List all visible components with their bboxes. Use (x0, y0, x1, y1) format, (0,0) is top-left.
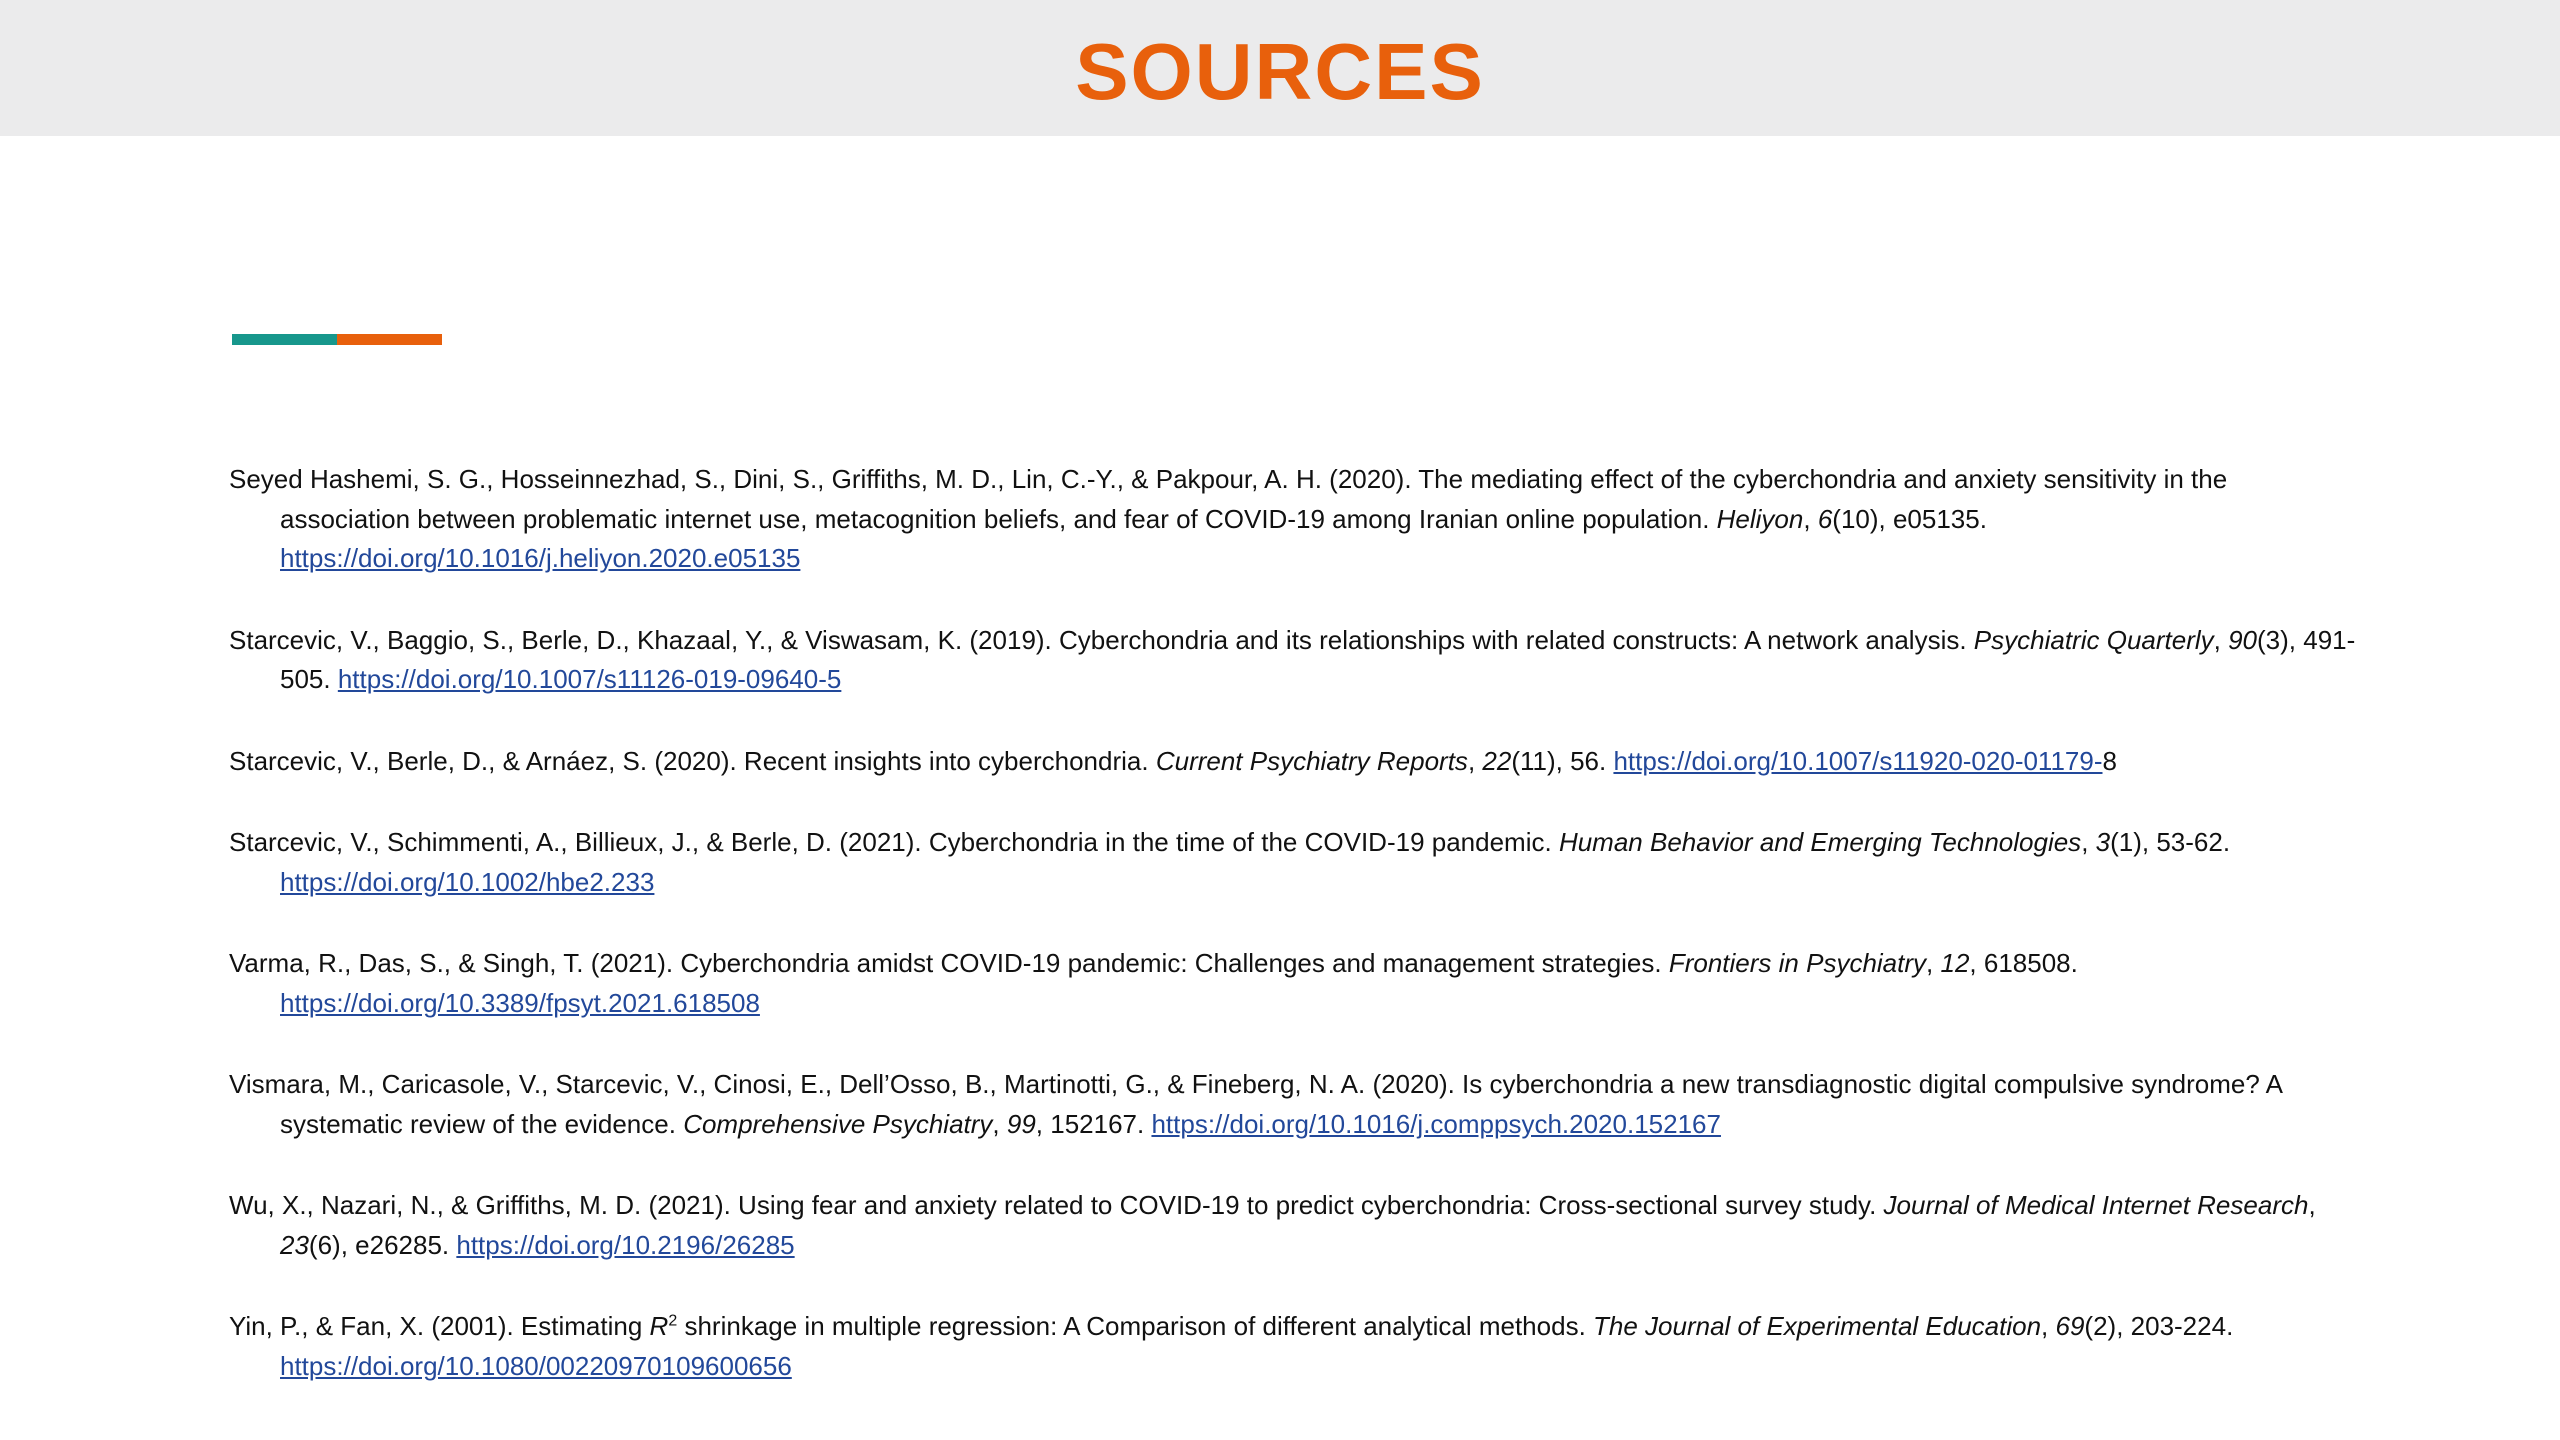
reference-item (229, 1065, 2359, 1144)
reference-issue-pages: , 618508. (1969, 948, 2078, 978)
doi-link[interactable]: https://doi.org/10.1080/00220970109600656 (280, 1350, 792, 1381)
reference-volume: 99 (1006, 1108, 1036, 1139)
reference-volume: 22 (1482, 745, 1512, 776)
doi-link[interactable]: https://doi.org/10.3389/fpsyt.2021.618508 (280, 987, 760, 1018)
reference-item (229, 460, 2359, 579)
reference-issue-pages: (1), 53-62. (2110, 827, 2231, 857)
reference-journal: Psychiatric Quarterly (1973, 624, 2214, 655)
doi-link[interactable]: https://doi.org/10.1002/hbe2.233 (280, 866, 655, 897)
reference-text: Wu, X., Nazari, N., & Griffiths, M. D. (2021). Using fear and anxiety related to COVID-19 to predict cyberchondria: Cross-sectional survey study. (229, 1190, 1884, 1220)
reference-punct: , (2308, 1190, 2316, 1220)
doi-link[interactable]: https://doi.org/10.1007/s11126-019-09640-5 (337, 664, 842, 694)
accent-bar-teal (232, 334, 337, 345)
reference-issue-pages: (2), 203-224. (2084, 1311, 2234, 1341)
reference-volume: 23 (280, 1229, 309, 1260)
reference-punct: , (992, 1108, 1007, 1139)
reference-journal: Comprehensive Psychiatry (683, 1108, 993, 1139)
reference-text: Seyed Hashemi, S. G., Hosseinnezhad, S., Dini, S., Griffiths, M. D., Lin, C.-Y., & Pakpour, A. H. (2020). The mediating effect of the cyberchondria and anxiety sensitivity in the association between problematic internet use, metacognition beliefs, and fear of COVID-19 among Iranian online population. (229, 464, 2228, 534)
reference-issue-pages: (3), 491-505. (280, 624, 2356, 694)
reference-punct: , (1803, 503, 1818, 534)
reference-volume: 6 (1817, 503, 1833, 534)
reference-journal: Journal of Medical Internet Research (1883, 1190, 2309, 1220)
reference-superscript: 2 (668, 1312, 678, 1330)
doi-link[interactable]: https://doi.org/10.1016/j.comppsych.2020.152167 (1151, 1108, 1721, 1139)
reference-punct: , (2041, 1311, 2056, 1341)
doi-link[interactable]: https://doi.org/10.1007/s11920-020-01179- (1613, 745, 2103, 776)
reference-item (229, 1186, 2359, 1265)
reference-volume: 3 (2095, 827, 2111, 857)
reference-volume: 69 (2055, 1311, 2085, 1341)
accent-bar (232, 334, 442, 345)
reference-item (229, 944, 2359, 1023)
doi-link[interactable]: https://doi.org/10.1016/j.heliyon.2020.e05135 (280, 543, 801, 573)
page-title: SOURCES (1075, 27, 1485, 116)
reference-punct: , (2213, 624, 2229, 655)
reference-punct: , (1467, 745, 1483, 776)
reference-journal: Current Psychiatry Reports (1155, 745, 1468, 776)
reference-journal: Human Behavior and Emerging Technologies (1558, 827, 2082, 857)
reference-volume: 12 (1940, 948, 1970, 978)
reference-text: Varma, R., Das, S., & Singh, T. (2021). Cyberchondria amidst COVID-19 pandemic: Challenges and management strategies. (229, 948, 1669, 978)
reference-variable: R (649, 1311, 669, 1341)
reference-issue-pages: (11), 56. (1511, 745, 1614, 776)
header-band (0, 0, 2560, 136)
reference-journal: Frontiers in Psychiatry (1668, 948, 1927, 978)
reference-text: Yin, P., & Fan, X. (2001). Estimating (229, 1311, 650, 1341)
reference-punct: , (2081, 827, 2096, 857)
reference-item (229, 1307, 2359, 1386)
doi-link[interactable]: https://doi.org/10.2196/26285 (456, 1229, 795, 1260)
reference-issue-pages: (6), e26285. (308, 1229, 457, 1260)
reference-issue-pages: , 152167. (1035, 1108, 1152, 1139)
reference-text: Vismara, M., Caricasole, V., Starcevic, V., Cinosi, E., Dell’Osso, B., Martinotti, G., & Fineberg, N. A. (2020). Is cyberchondria a new transdiagnostic digital compulsive syndrome? A systematic review of the evidence. (229, 1069, 2282, 1139)
reference-text: Starcevic, V., Berle, D., & Arnáez, S. (2020). Recent insights into cyberchondria. (229, 745, 1156, 776)
reference-issue-pages: (10), e05135. (1832, 503, 1987, 534)
reference-list (229, 460, 2359, 1428)
reference-item (229, 621, 2359, 700)
reference-volume: 90 (2228, 624, 2258, 655)
reference-punct: , (1926, 948, 1941, 978)
reference-journal: Heliyon (1716, 503, 1804, 534)
reference-text: Starcevic, V., Baggio, S., Berle, D., Khazaal, Y., & Viswasam, K. (2019). Cyberchondria and its relationships with related constructs: A network analysis. (229, 624, 1974, 655)
reference-text: Starcevic, V., Schimmenti, A., Billieux, J., & Berle, D. (2021). Cyberchondria in the time of the COVID-19 pandemic. (229, 827, 1559, 857)
reference-journal: The Journal of Experimental Education (1593, 1311, 2042, 1341)
reference-item (229, 742, 2359, 782)
reference-tail: 8 (2102, 745, 2117, 776)
reference-item (229, 823, 2359, 902)
accent-bar-orange (337, 334, 442, 345)
reference-text: shrinkage in multiple regression: A Comparison of different analytical methods. (677, 1311, 1594, 1341)
